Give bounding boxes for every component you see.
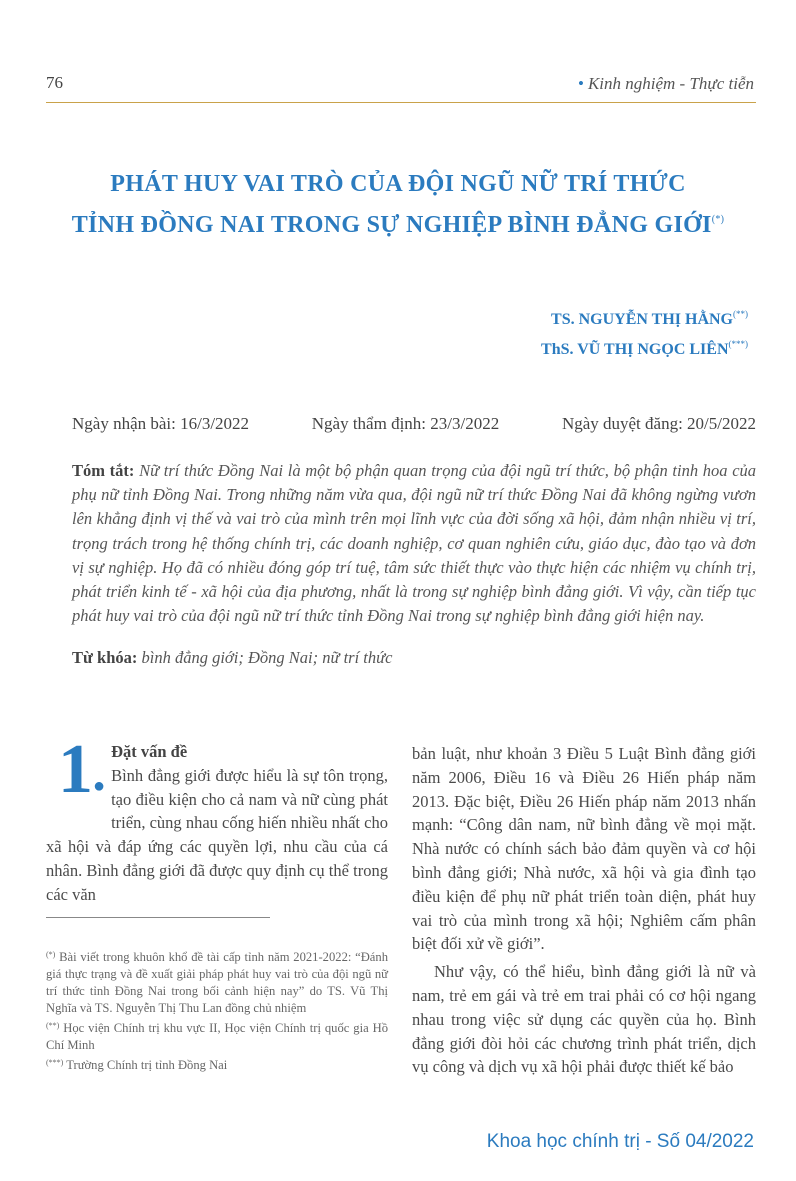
section-number-dropcap [58,731,106,814]
right-column [412,742,756,1079]
footnotes [46,946,388,1074]
footnote-2-mark: (**) [46,1021,60,1030]
title-line-1: PHÁT HUY VAI TRÒ CỦA ĐỘI NGŨ NỮ TRÍ THỨC [110,171,686,197]
author-1 [541,302,748,332]
abstract [72,459,756,628]
author-2-mark: (***) [728,339,748,349]
article-title [40,166,756,243]
abstract-label: Tóm tắt: [72,461,135,480]
footnote-1-text: Bài viết trong khuôn khổ đề tài cấp tỉnh năm 2021-2022: “Đánh giá thực trạng và đề xuất giải pháp phát huy vai trò của đội ngũ nữ trí thức tỉnh Đồng Nai trong bối cảnh hiện nay” do TS. Vũ Thị Nghĩa và TS. Nguyễn Thị Thu Lan đồng chủ nhiệm [46,950,388,1015]
bullet-icon: • [578,74,584,93]
author-2-name: ThS. VŨ THỊ NGỌC LIÊN [541,341,729,358]
author-2 [541,332,748,362]
keywords-label: Từ khóa: [72,648,138,667]
date-reviewed: Ngày thẩm định: 23/3/2022 [311,414,500,433]
journal-footer: Khoa học chính trị - Số 04/2022 [486,1131,754,1152]
author-1-mark: (**) [733,309,748,319]
abstract-text: Nữ trí thức Đồng Nai là một bộ phận quan trọng của đội ngũ trí thức, bộ phận tinh hoa của phụ nữ tỉnh Đồng Nai. Trong những năm vừa qua, đội ngũ nữ trí thức Đồng Nai đã không ngừng vươn lên khẳng định vị thế và vai trò của mình trên mọi lĩnh vực của đời sống xã hội, đảm nhận nhiều vị trí, trọng trách trong hệ thống chính trị, các doanh nghiệp, cơ quan nghiên cứu, giáo dục, đào tạo và đơn vị sự nghiệp. Họ đã có nhiều đóng góp trí tuệ, tâm sức thiết thực vào thực hiện các nhiệm vụ chính trị, phát triển kinh tế - xã hội của địa phương, nhất là trong sự nghiệp bình đẳng giới. Vì vậy, cần tiếp tục phát huy vai trò của đội ngũ nữ trí thức tỉnh Đồng Nai trong sự nghiệp bình đẳng giới hiện nay. [72,461,757,626]
right-paragraph-2: Như vậy, có thể hiểu, bình đẳng giới là nữ và nam, trẻ em gái và trẻ em trai phải có cơ hội ngang nhau trong việc sử dụng các quyền của họ. Bình đẳng giới đòi hỏi các chương trình phát triển, dịch vụ công và dịch vụ xã hội phải được thiết kế bảo [412,962,756,1077]
dropcap-dot-icon: ● [93,775,106,797]
footnote-3-text: Trường Chính trị tỉnh Đồng Nai [66,1058,228,1072]
title-line-2 [40,202,756,243]
footnote-2 [46,1017,388,1054]
title-line-2-text: TỈNH ĐỒNG NAI TRONG SỰ NGHIỆP BÌNH ĐẲNG GIỚI [71,212,712,238]
title-footnote-mark: (*) [711,214,725,225]
footnote-3-mark: (***) [46,1058,64,1067]
footnote-divider [46,917,270,918]
date-accepted: Ngày duyệt đăng: 20/5/2022 [561,414,756,433]
section-heading: Đặt vấn đề [111,742,188,761]
footnote-3 [46,1054,388,1074]
footnote-2-text: Học viện Chính trị khu vực II, Học viện Chính trị quốc gia Hồ Chí Minh [46,1021,388,1052]
left-column [46,731,388,907]
footnote-1-mark: (*) [46,950,56,959]
article-dates [72,414,756,434]
footnote-1 [46,946,388,1017]
right-paragraph-1: bản luật, như khoản 3 Điều 5 Luật Bình đẳng giới năm 2006, Điều 16 và Điều 26 Hiến pháp năm 2013. Đặc biệt, Điều 26 Hiến pháp năm 2013 nhấn mạnh: “Công dân nam, nữ bình đẳng về mọi mặt. Nhà nước có chính sách bảo đảm quyền và cơ hội bình đẳng giới; Nhà nước, xã hội và gia đình tạo điều kiện để phụ nữ phát triển toàn diện, phát huy vai trò của mình trong xã hội; Nghiêm cấm phân biệt đối xử về giới”. [412,744,756,954]
page-number: 76 [46,73,63,92]
section-number: 1 [58,731,93,808]
date-received: Ngày nhận bài: 16/3/2022 [72,414,250,433]
keywords-text: bình đẳng giới; Đồng Nai; nữ trí thức [141,648,393,667]
keywords [72,648,392,668]
section-label [578,74,754,94]
author-list [541,302,748,362]
header-divider [46,102,756,103]
author-1-name: TS. NGUYỄN THỊ HẰNG [551,311,733,328]
section-label-text: Kinh nghiệm - Thực tiễn [587,74,754,93]
section-body: Bình đẳng giới được hiểu là sự tôn trọng, tạo điều kiện cho cả nam và nữ cùng phát triển, cùng nhau cống hiến nhiều nhất cho xã hội và đáp ứng các quyền lợi, nhu cầu của cá nhân. Bình đẳng giới đã được quy định cụ thể trong các văn [46,765,388,904]
